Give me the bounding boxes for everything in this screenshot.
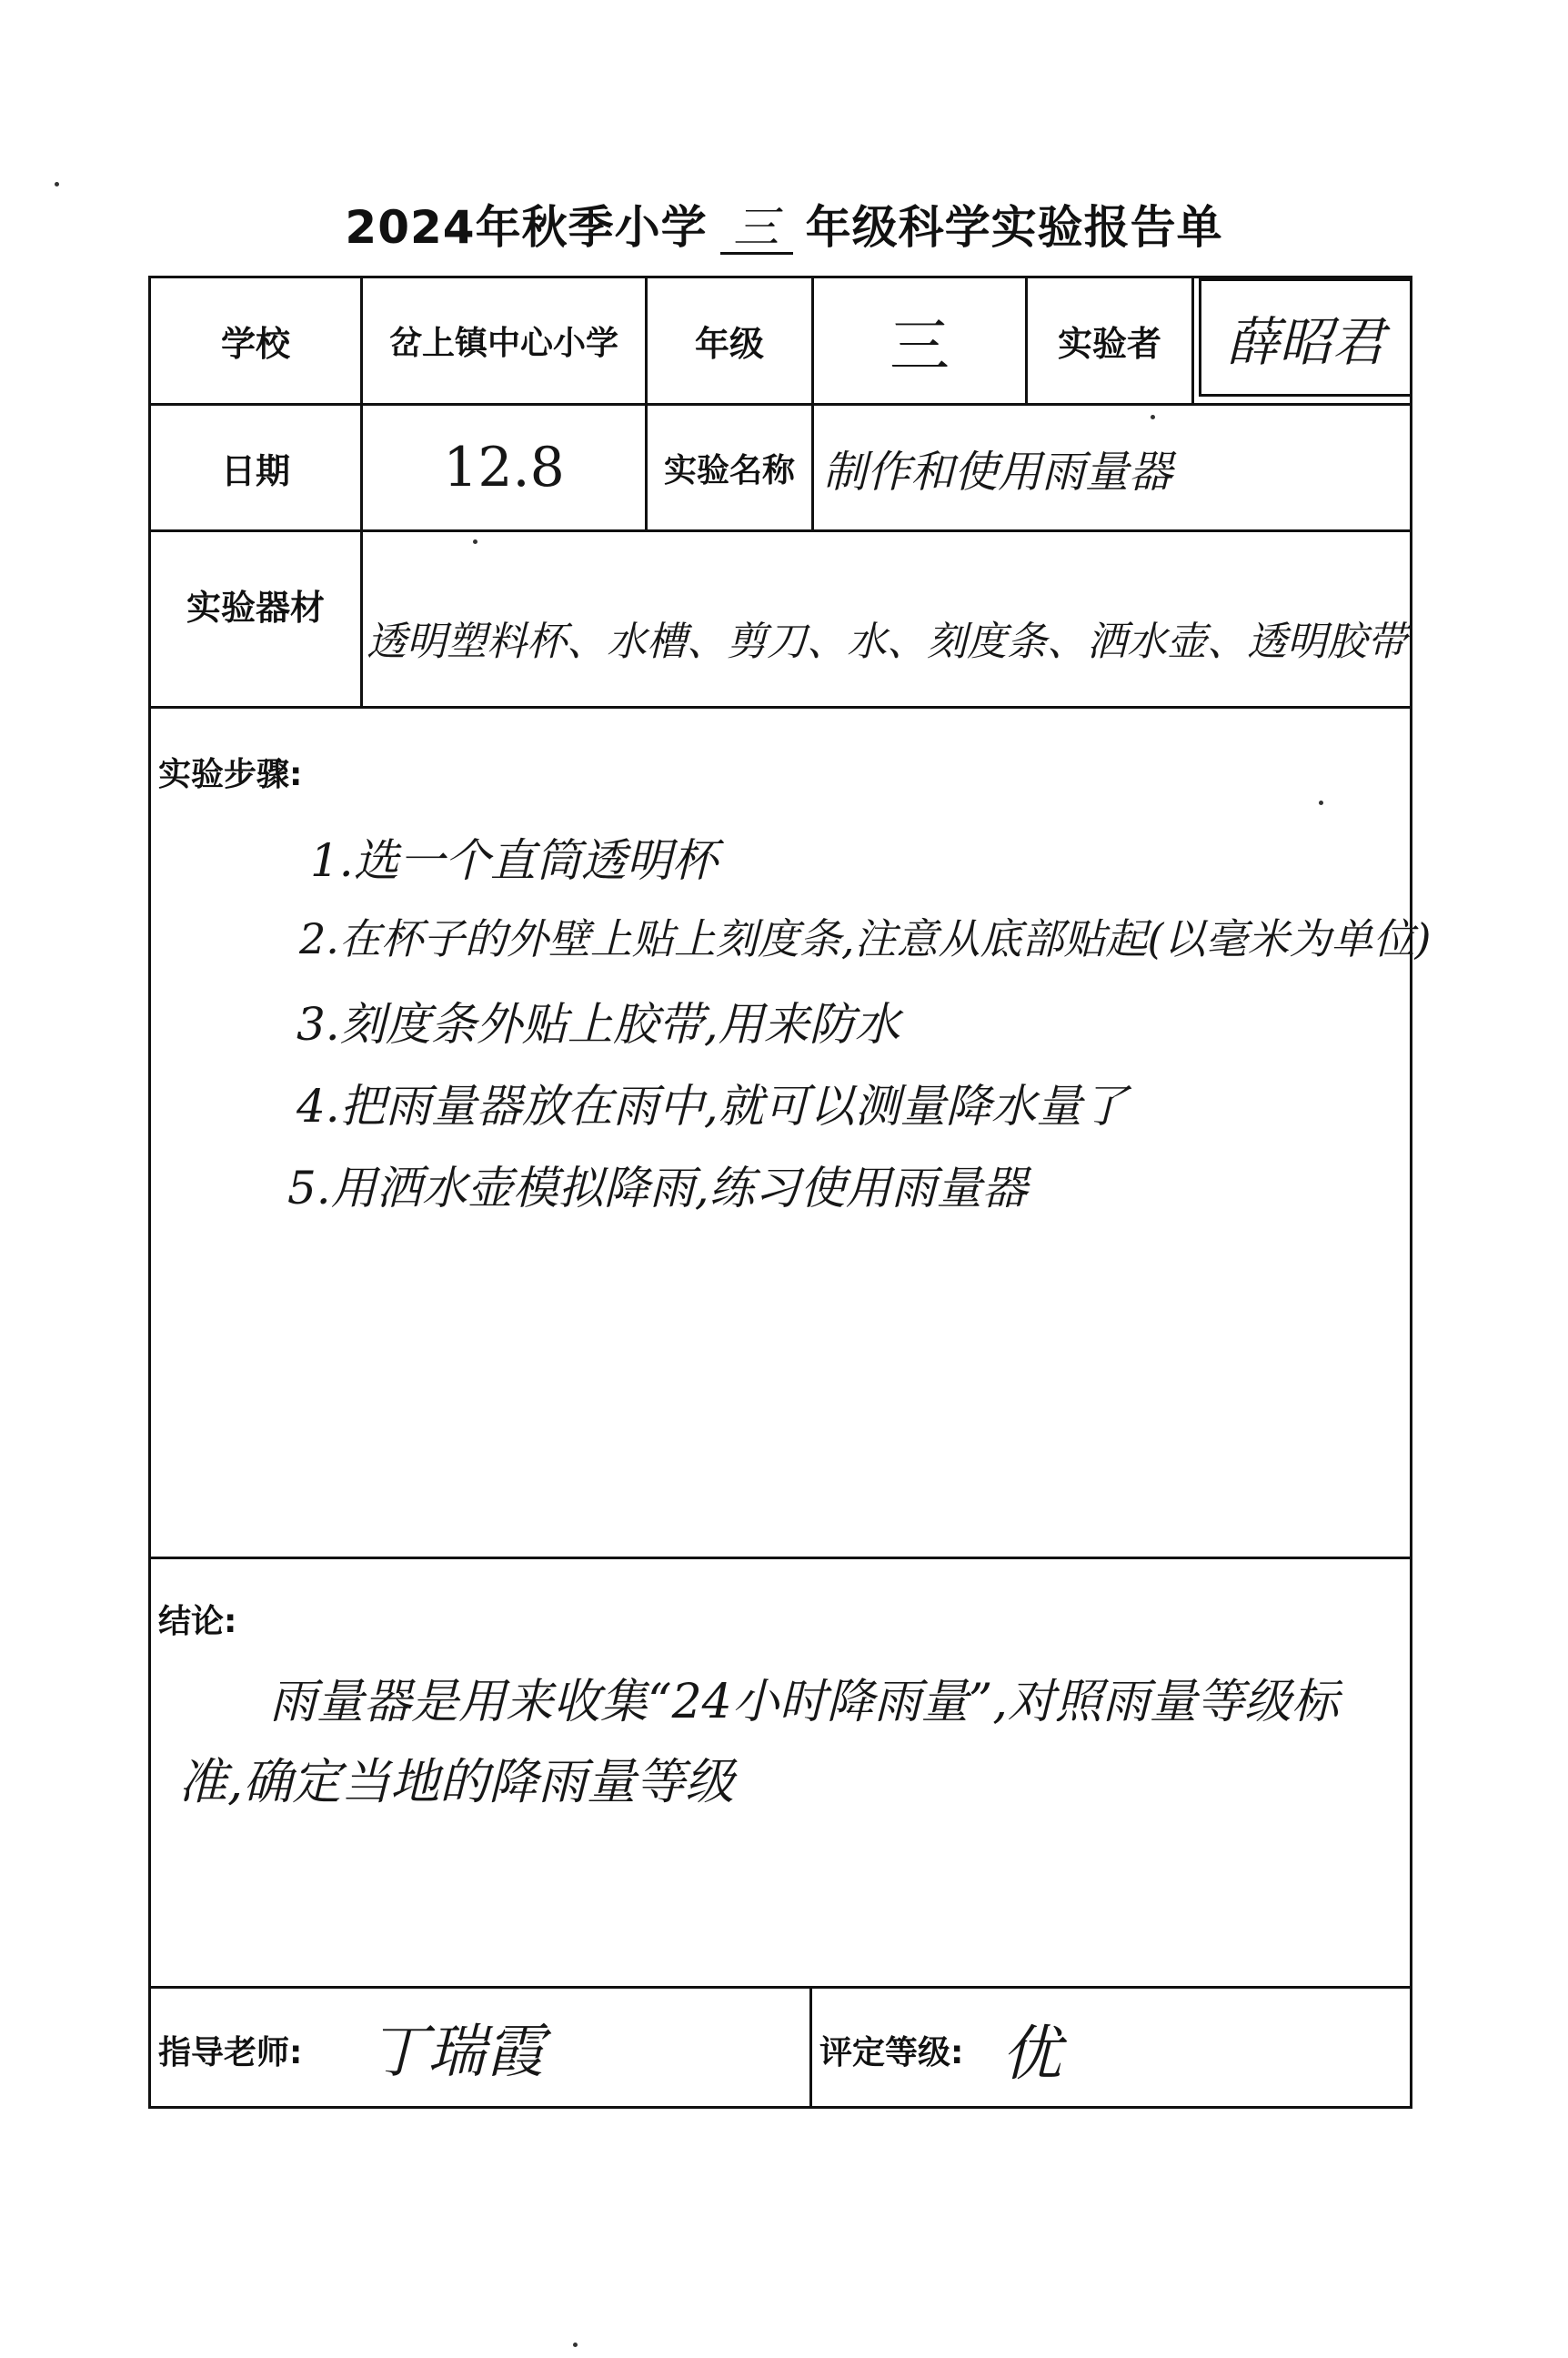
materials-label: 实验器材 — [186, 588, 325, 628]
title-suffix: 年级科学实验报告单 — [805, 201, 1223, 254]
school-label: 学校 — [220, 324, 290, 364]
step-item-2: 2.在杯子的外壁上贴上刻度条,注意从底部贴起(以毫米为单位) — [299, 914, 1432, 963]
row-divider-5 — [151, 1986, 1410, 1989]
report-form — [148, 276, 1432, 2109]
conclusion-line-2: 准,确定当地的降雨量等级 — [178, 1753, 735, 1810]
scan-speck — [1151, 415, 1155, 419]
teacher-signature: 丁瑞霞 — [369, 2019, 544, 2086]
scan-speck — [1319, 801, 1323, 805]
row-divider-4 — [151, 1557, 1410, 1559]
experiment-name-value: 制作和使用雨量器 — [823, 446, 1173, 498]
scan-speck — [55, 182, 59, 186]
experimenter-value: 薛昭君 — [1199, 278, 1412, 397]
conclusion-label: 结论: — [158, 1603, 237, 1640]
page-title — [0, 191, 1568, 257]
row-divider-3 — [151, 706, 1410, 709]
steps-label: 实验步骤: — [158, 756, 303, 793]
experiment-name-label: 实验名称 — [663, 451, 795, 489]
footer-divider — [809, 1989, 812, 2109]
step-item-4: 4.把雨量器放在雨中,就可以测量降水量了 — [297, 1080, 1128, 1133]
step-item-1: 1.选一个直筒透明杯 — [310, 834, 718, 887]
conclusion-line-1: 雨量器是用来收集“24小时降雨量”,对照雨量等级标 — [269, 1675, 1339, 1729]
rating-value: 优 — [1001, 2019, 1061, 2089]
date-value: 12.8 — [443, 436, 565, 499]
step-item-5: 5.用洒水壶模拟降雨,练习使用雨量器 — [287, 1162, 1028, 1214]
experimenter-label: 实验者 — [1057, 324, 1161, 364]
materials-value: 透明塑料杯、水槽、剪刀、水、刻度条、洒水壶、透明胶带 — [367, 618, 1407, 665]
scan-speck — [573, 2343, 578, 2347]
scan-speck — [473, 539, 477, 544]
school-value: 岔上镇中心小学 — [388, 325, 618, 362]
step-item-3: 3.刻度条外贴上胶带,用来防水 — [297, 998, 900, 1051]
grade-value: 三 — [890, 311, 950, 381]
grade-label: 年级 — [694, 324, 764, 364]
divider-col-5 — [1191, 278, 1194, 403]
teacher-label: 指导老师: — [158, 2034, 303, 2071]
date-label: 日期 — [220, 450, 290, 491]
rating-label: 评定等级: — [819, 2034, 964, 2071]
title-prefix: 2024年秋季小学 — [345, 201, 708, 254]
title-grade-handwritten: 三 — [720, 204, 793, 255]
